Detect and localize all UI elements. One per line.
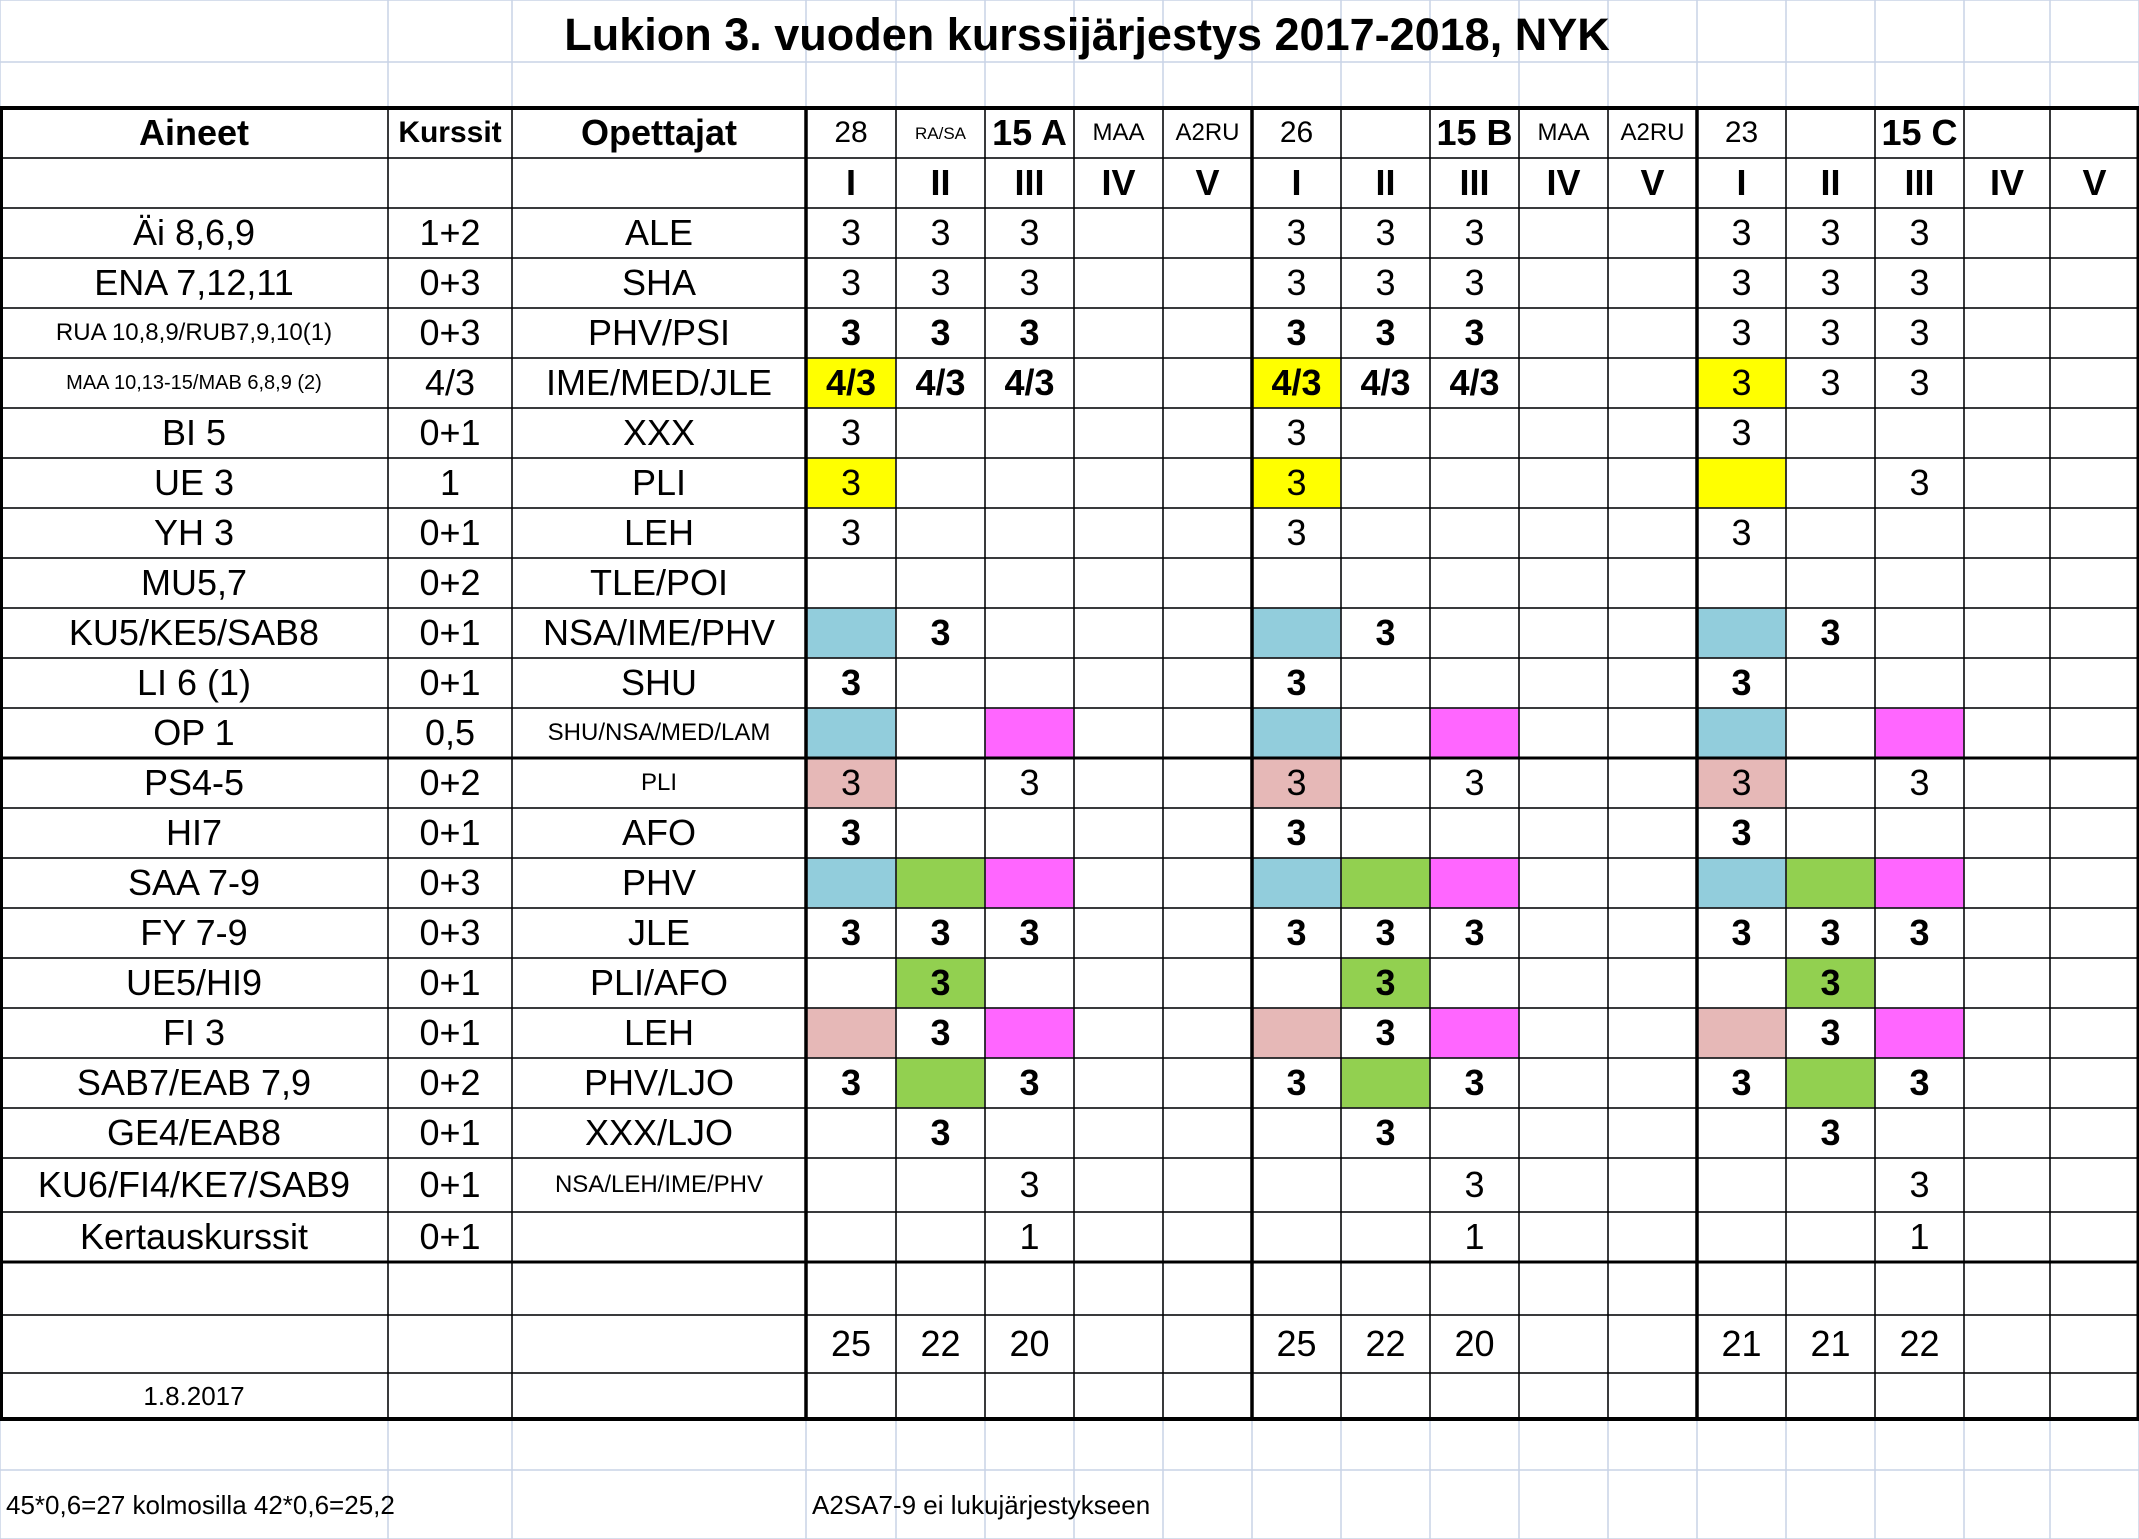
course-cell: 3 xyxy=(1820,212,1841,253)
subject-name: ENA 7,12,11 xyxy=(94,262,294,303)
course-count: 0+1 xyxy=(419,1164,481,1205)
subject-name: OP 1 xyxy=(153,712,235,753)
period-label: I xyxy=(1291,162,1302,203)
subject-name: UE5/HI9 xyxy=(125,962,263,1003)
course-cell: 3 xyxy=(930,612,951,653)
subject-name: PS4-5 xyxy=(143,762,245,803)
course-cell: 4/3 xyxy=(1360,362,1411,403)
period-label: IV xyxy=(1989,162,2024,203)
course-cell: 3 xyxy=(1820,962,1841,1003)
period-label: IV xyxy=(1101,162,1136,203)
course-cell: 3 xyxy=(1909,912,1930,953)
course-count: 0+1 xyxy=(419,1216,481,1257)
period-total: 20 xyxy=(1009,1323,1050,1364)
footnote-right: A2SA7-9 ei lukujärjestykseen xyxy=(812,1489,1151,1520)
teacher-codes: PHV/LJO xyxy=(583,1062,735,1103)
subject-name: Kertauskurssit xyxy=(79,1216,309,1257)
teacher-codes: SHA xyxy=(621,262,697,303)
subject-name: FI 3 xyxy=(162,1012,225,1053)
teacher-codes: PLI/AFO xyxy=(589,962,729,1003)
course-cell: 3 xyxy=(930,1112,951,1153)
teacher-codes: AFO xyxy=(621,812,696,853)
subject-name: LI 6 (1) xyxy=(136,662,252,703)
date-label: 1.8.2017 xyxy=(143,1381,245,1411)
course-cell: 3 xyxy=(1909,1164,1930,1205)
course-cell: 3 xyxy=(840,462,862,503)
course-cell: 3 xyxy=(1731,912,1752,953)
course-cell: 3 xyxy=(1375,612,1396,653)
teacher-codes: JLE xyxy=(627,912,691,953)
teacher-codes: PHV xyxy=(621,862,697,903)
course-cell: 3 xyxy=(930,262,951,303)
period-label: I xyxy=(845,162,856,203)
period-label: IV xyxy=(1546,162,1581,203)
course-cell: 3 xyxy=(840,212,862,253)
course-cell: 3 xyxy=(1820,1112,1841,1153)
course-cell: 3 xyxy=(1820,912,1841,953)
course-cell: 3 xyxy=(1820,262,1841,303)
course-count: 1+2 xyxy=(419,212,481,253)
teacher-codes: TLE/POI xyxy=(589,562,729,603)
period-total: 22 xyxy=(1899,1323,1940,1364)
teacher-codes: ALE xyxy=(624,212,694,253)
course-cell: 3 xyxy=(1019,1164,1040,1205)
course-cell: 3 xyxy=(1909,1062,1930,1103)
course-cell: 3 xyxy=(1464,312,1485,353)
course-cell: 3 xyxy=(840,912,862,953)
course-cell: 3 xyxy=(930,212,951,253)
course-count: 0+2 xyxy=(419,562,481,603)
course-count: 0+1 xyxy=(419,1012,481,1053)
group-name: 15 B xyxy=(1436,112,1513,153)
course-cell: 3 xyxy=(1019,762,1040,803)
period-label: III xyxy=(1014,162,1045,203)
course-count: 0+1 xyxy=(419,662,481,703)
period-total: 22 xyxy=(920,1323,961,1364)
course-cell: 3 xyxy=(840,662,862,703)
course-cell: 3 xyxy=(1909,312,1930,353)
period-label: II xyxy=(930,162,951,203)
course-count: 4/3 xyxy=(424,362,476,403)
course-cell: 4/3 xyxy=(915,362,966,403)
period-label: III xyxy=(1459,162,1490,203)
subject-name: SAA 7-9 xyxy=(127,862,261,903)
course-cell: 4/3 xyxy=(1004,362,1055,403)
period-label: II xyxy=(1820,162,1841,203)
course-cell: 3 xyxy=(1375,1012,1396,1053)
teacher-codes: SHU xyxy=(620,662,697,703)
teacher-codes: SHU/NSA/MED/LAM xyxy=(547,719,771,746)
course-cell: 3 xyxy=(1019,912,1040,953)
footnote-left: 45*0,6=27 kolmosilla 42*0,6=25,2 xyxy=(6,1489,395,1520)
course-cell: 3 xyxy=(930,312,951,353)
course-cell: 3 xyxy=(840,812,862,853)
teacher-codes: PLI xyxy=(631,462,687,503)
teacher-codes: LEH xyxy=(623,512,695,553)
period-total: 25 xyxy=(1276,1323,1317,1364)
course-count: 0+1 xyxy=(419,412,481,453)
course-cell: 3 xyxy=(1375,962,1396,1003)
group-student-count: 28 xyxy=(834,116,868,149)
course-cell: 3 xyxy=(1286,262,1307,303)
course-cell: 3 xyxy=(1909,462,1930,503)
course-count: 0+2 xyxy=(419,762,481,803)
header-subjects: Aineet xyxy=(138,112,250,153)
course-cell: 3 xyxy=(1286,312,1307,353)
course-cell: 3 xyxy=(1019,1062,1040,1103)
course-cell: 3 xyxy=(840,412,862,453)
course-cell: 3 xyxy=(1286,662,1307,703)
period-label: I xyxy=(1736,162,1747,203)
course-cell: 3 xyxy=(1286,412,1307,453)
period-label: V xyxy=(2082,162,2107,203)
course-cell: 3 xyxy=(1820,612,1841,653)
course-cell: 3 xyxy=(1464,1164,1485,1205)
course-cell: 3 xyxy=(840,312,862,353)
course-cell: 3 xyxy=(1286,912,1307,953)
course-cell: 3 xyxy=(1286,1062,1307,1103)
period-label: V xyxy=(1640,162,1665,203)
group-note: MAA xyxy=(1537,119,1590,146)
course-cell: 3 xyxy=(1286,762,1307,803)
teacher-codes: LEH xyxy=(623,1012,695,1053)
subject-name: SAB7/EAB 7,9 xyxy=(76,1062,312,1103)
subject-name: Äi 8,6,9 xyxy=(132,212,256,253)
course-count: 0+3 xyxy=(419,862,481,903)
course-cell: 3 xyxy=(840,512,862,553)
course-cell: 3 xyxy=(840,1062,862,1103)
group-note: RA/SA xyxy=(914,123,967,143)
group-student-count: 23 xyxy=(1724,116,1759,149)
teacher-codes: NSA/LEH/IME/PHV xyxy=(554,1171,764,1198)
subject-name: HI7 xyxy=(165,812,223,853)
course-cell: 3 xyxy=(1731,762,1752,803)
group-note: A2RU xyxy=(1175,119,1240,146)
course-count: 1 xyxy=(439,462,461,503)
course-count: 0+3 xyxy=(419,312,481,353)
course-cell: 3 xyxy=(1464,1062,1485,1103)
course-count: 0+2 xyxy=(419,1062,481,1103)
course-count: 0+1 xyxy=(419,612,481,653)
group-note: MAA xyxy=(1092,119,1145,146)
subject-name: YH 3 xyxy=(153,512,235,553)
period-total: 21 xyxy=(1810,1323,1851,1364)
teacher-codes: XXX xyxy=(622,412,696,453)
period-total: 22 xyxy=(1365,1323,1406,1364)
course-cell: 3 xyxy=(930,1012,951,1053)
period-total: 20 xyxy=(1454,1323,1495,1364)
subject-name: GE4/EAB8 xyxy=(106,1112,282,1153)
subject-name: FY 7-9 xyxy=(140,912,248,953)
course-cell: 4/3 xyxy=(825,362,877,403)
course-count: 0+1 xyxy=(419,512,481,553)
header-teachers: Opettajat xyxy=(580,112,738,153)
course-count: 0+1 xyxy=(419,1112,481,1153)
course-cell: 3 xyxy=(930,962,951,1003)
group-note xyxy=(1964,108,2050,158)
course-cell: 3 xyxy=(1375,312,1396,353)
subject-name: RUA 10,8,9/RUB7,9,10(1) xyxy=(55,319,333,346)
course-cell: 3 xyxy=(1286,812,1307,853)
course-cell: 3 xyxy=(1019,212,1040,253)
course-cell: 3 xyxy=(1820,312,1841,353)
course-cell: 3 xyxy=(1375,212,1396,253)
course-cell: 3 xyxy=(1375,1112,1396,1153)
course-cell: 3 xyxy=(1464,212,1485,253)
subject-name: MU5,7 xyxy=(140,562,248,603)
subject-name: UE 3 xyxy=(153,462,235,503)
subject-name: BI 5 xyxy=(161,412,227,453)
course-cell: 3 xyxy=(1375,262,1396,303)
course-count: 0+3 xyxy=(419,912,481,953)
period-label: III xyxy=(1904,162,1935,203)
course-count: 0+1 xyxy=(419,812,481,853)
period-label: II xyxy=(1375,162,1396,203)
teacher-codes: IME/MED/JLE xyxy=(545,362,773,403)
course-cell: 3 xyxy=(1731,212,1752,253)
course-count: 0+1 xyxy=(419,962,481,1003)
period-total: 21 xyxy=(1721,1323,1762,1364)
teacher-codes: PLI xyxy=(640,769,678,796)
group-student-count: 26 xyxy=(1279,116,1314,149)
course-cell: 3 xyxy=(840,262,862,303)
group-name: 15 C xyxy=(1881,112,1958,153)
course-cell: 3 xyxy=(1731,262,1752,303)
course-cell: 3 xyxy=(930,912,951,953)
course-cell: 3 xyxy=(1286,512,1307,553)
course-cell: 3 xyxy=(1464,912,1485,953)
teacher-codes: PHV/PSI xyxy=(587,312,731,353)
course-cell: 3 xyxy=(1286,462,1307,503)
subject-name: KU6/FI4/KE7/SAB9 xyxy=(37,1164,351,1205)
group-name: 15 A xyxy=(992,112,1067,153)
course-cell: 3 xyxy=(1731,412,1752,453)
group-note xyxy=(1341,108,1430,158)
course-cell: 3 xyxy=(1286,212,1307,253)
course-cell: 3 xyxy=(1019,262,1040,303)
teacher-codes: XXX/LJO xyxy=(584,1112,734,1153)
period-total: 25 xyxy=(830,1323,872,1364)
course-count: 0+3 xyxy=(419,262,481,303)
course-cell: 3 xyxy=(1731,362,1752,403)
course-cell: 1 xyxy=(1019,1216,1040,1257)
course-cell: 3 xyxy=(1464,762,1485,803)
course-cell: 1 xyxy=(1464,1216,1485,1257)
course-cell: 3 xyxy=(1731,1062,1752,1103)
subject-name: KU5/KE5/SAB8 xyxy=(68,612,320,653)
header-courses: Kurssit xyxy=(398,116,502,149)
course-cell: 3 xyxy=(1909,212,1930,253)
group-note xyxy=(1786,108,1875,158)
course-cell: 1 xyxy=(1909,1216,1930,1257)
course-cell: 3 xyxy=(1019,312,1040,353)
course-cell: 3 xyxy=(1731,512,1752,553)
teacher-codes: NSA/IME/PHV xyxy=(542,612,776,653)
course-cell: 3 xyxy=(1731,662,1752,703)
course-cell: 3 xyxy=(1731,312,1752,353)
course-count: 0,5 xyxy=(424,712,476,753)
subject-name: MAA 10,13-15/MAB 6,8,9 (2) xyxy=(66,372,322,394)
course-cell: 3 xyxy=(1909,362,1930,403)
page-title: Lukion 3. vuoden kurssijärjestys 2017-2018, NYK xyxy=(564,8,1610,60)
course-cell: 3 xyxy=(1909,262,1930,303)
course-cell: 3 xyxy=(1375,912,1396,953)
course-cell: 3 xyxy=(1820,362,1841,403)
course-cell: 3 xyxy=(840,762,862,803)
teacher-codes xyxy=(512,1212,806,1262)
course-cell: 3 xyxy=(1464,262,1485,303)
group-note xyxy=(2050,108,2139,158)
course-cell: 3 xyxy=(1731,812,1752,853)
course-cell: 3 xyxy=(1909,762,1930,803)
course-cell: 4/3 xyxy=(1271,362,1322,403)
course-cell: 4/3 xyxy=(1449,362,1500,403)
period-label: V xyxy=(1195,162,1220,203)
course-cell: 3 xyxy=(1820,1012,1841,1053)
group-note: A2RU xyxy=(1620,119,1685,146)
